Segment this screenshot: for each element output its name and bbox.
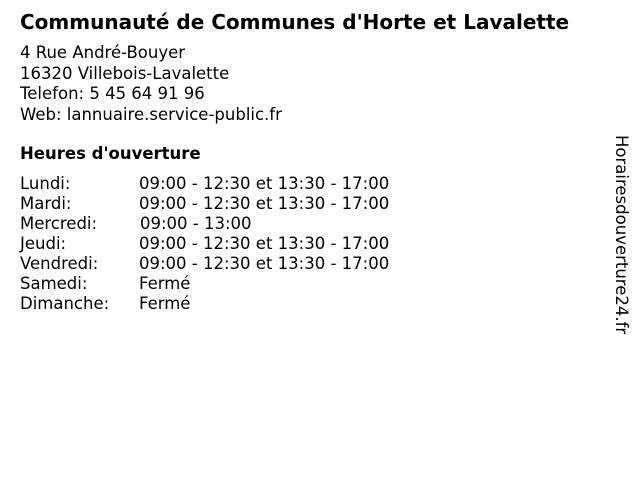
day-label: Mardi: [20, 194, 72, 213]
day-label: Samedi: [20, 274, 88, 293]
hours-heading: Heures d'ouverture [20, 144, 201, 163]
day-label: Mercredi: [20, 214, 98, 233]
time-value: 09:00 - 12:30 et 13:30 - 17:00 [139, 174, 390, 193]
website: Web: lannuaire.service-public.fr [20, 104, 282, 124]
time-value: 09:00 - 13:00 [140, 214, 252, 233]
day-label: Vendredi: [20, 254, 99, 273]
day-label: Jeudi: [20, 234, 67, 253]
time-value: 09:00 - 12:30 et 13:30 - 17:00 [139, 194, 390, 213]
site-watermark: Horairesdouverture24.fr [612, 135, 631, 335]
phone-number: Telefon: 5 45 64 91 96 [20, 84, 205, 103]
time-value: 09:00 - 12:30 et 13:30 - 17:00 [139, 254, 390, 273]
time-value: Fermé [139, 274, 191, 293]
street-address: 4 Rue André-Bouyer [20, 43, 186, 62]
day-label: Dimanche: [20, 294, 110, 313]
time-value: Fermé [139, 294, 191, 313]
day-label: Lundi: [20, 174, 71, 193]
address-block [20, 43, 282, 125]
time-value: 09:00 - 12:30 et 13:30 - 17:00 [139, 234, 390, 253]
page-title: Communauté de Communes d'Horte et Lavalette [20, 10, 570, 34]
city-address: 16320 Villebois-Lavalette [20, 63, 230, 83]
